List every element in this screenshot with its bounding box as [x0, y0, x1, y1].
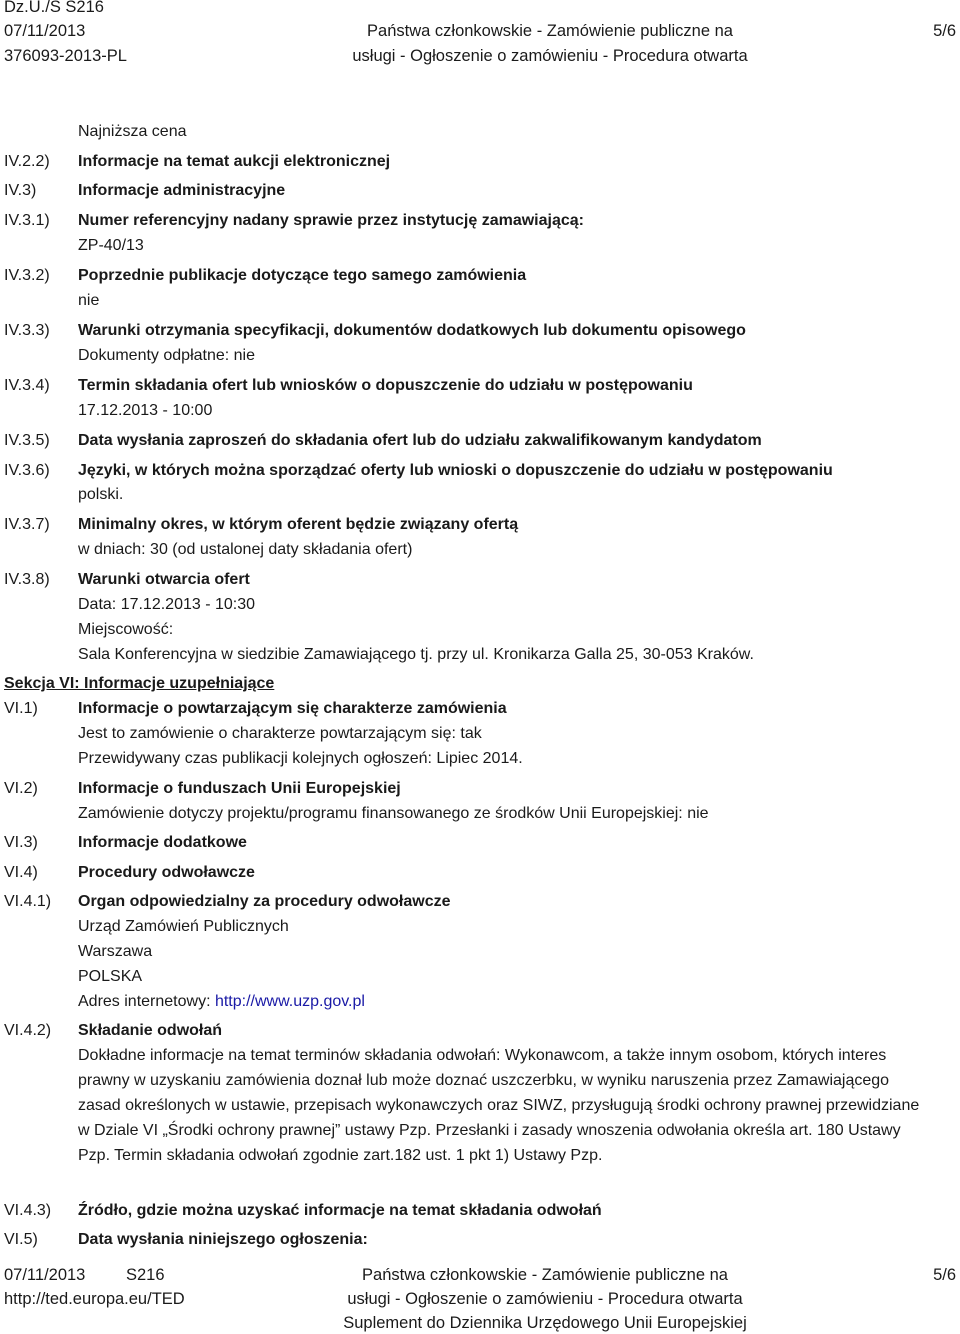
section-title: Informacje administracyjne	[78, 182, 286, 199]
section-number: IV.3.4)	[4, 377, 50, 394]
footer-date: 07/11/2013	[4, 1266, 86, 1284]
footer-supplement: Suplement do Dziennika Urzędowego Unii Europejskiej	[343, 1314, 747, 1332]
footer-title-line2: usługi - Ogłoszenie o zamówieniu - Procedura otwarta	[347, 1290, 743, 1308]
section-title: Języki, w których można sporządzać oferty lub wnioski o dopuszczenie do udziału w postępowaniu	[78, 462, 833, 479]
section-number: VI.4.1)	[4, 893, 52, 910]
web-address-line	[78, 992, 365, 1012]
section-value: Jest to zamówienie o charakterze powtarzającym się: tak	[78, 725, 482, 742]
web-address-label: Adres internetowy:	[78, 993, 215, 1010]
section-title: Informacje o funduszach Unii Europejskiej	[78, 780, 401, 797]
web-address-link[interactable]: http://www.uzp.gov.pl	[214, 993, 365, 1010]
section-title: Informacje dodatkowe	[78, 834, 247, 851]
header-doc-id: 376093-2013-PL	[4, 47, 127, 65]
section-value: Zamówienie dotyczy projektu/programu finansowanego ze środków Unii Europejskiej: nie	[78, 805, 709, 822]
section-number: VI.3)	[4, 834, 38, 851]
footer-page: 5/6	[933, 1266, 956, 1284]
section-number: VI.4)	[4, 864, 38, 881]
award-criterion: Najniższa cena	[78, 123, 187, 140]
footer-issue: S216	[126, 1266, 165, 1284]
section-number: IV.2.2)	[4, 153, 50, 170]
section-number: VI.1)	[4, 700, 38, 717]
section-title: Minimalny okres, w którym oferent będzie związany ofertą	[78, 516, 519, 533]
section-number: IV.3.3)	[4, 322, 50, 339]
footer-title-line1: Państwa członkowskie - Zamówienie publiczne na	[362, 1266, 728, 1284]
section-title: Składanie odwołań	[78, 1022, 223, 1039]
reference-number: ZP-40/13	[78, 237, 144, 254]
section-number: VI.2)	[4, 780, 38, 797]
section-number: VI.4.2)	[4, 1022, 52, 1039]
section-number: IV.3.8)	[4, 571, 50, 588]
section-title: Poprzednie publikacje dotyczące tego samego zamówienia	[78, 267, 527, 284]
section-title: Data wysłania niniejszego ogłoszenia:	[78, 1231, 368, 1248]
section-value: Przewidywany czas publikacji kolejnych ogłoszeń: Lipiec 2014.	[78, 750, 523, 767]
deadline-value: 17.12.2013 - 10:00	[78, 402, 213, 419]
section-title: Warunki otwarcia ofert	[78, 571, 250, 588]
section-title: Procedury odwoławcze	[78, 864, 255, 881]
opening-date: Data: 17.12.2013 - 10:30	[78, 596, 256, 613]
section-number: VI.4.3)	[4, 1202, 52, 1219]
section-title: Organ odpowiedzialny za procedury odwoławcze	[78, 893, 451, 910]
section-number: IV.3)	[4, 182, 37, 199]
section-title: Warunki otrzymania specyfikacji, dokumentów dodatkowych lub dokumentu opisowego	[78, 322, 746, 339]
header-title-line2: usługi - Ogłoszenie o zamówieniu - Procedura otwarta	[352, 47, 748, 65]
footer-url[interactable]: http://ted.europa.eu/TED	[4, 1290, 185, 1308]
section-title: Termin składania ofert lub wniosków o dopuszczenie do udziału w postępowaniu	[78, 377, 693, 394]
section-number: IV.3.1)	[4, 212, 50, 229]
section-number: IV.3.2)	[4, 267, 50, 284]
organization-name: Urząd Zamówień Publicznych	[78, 918, 289, 935]
section-title: Numer referencyjny nadany sprawie przez instytucję zamawiającą:	[78, 212, 584, 229]
organization-city: Warszawa	[78, 943, 153, 960]
place-label: Miejscowość:	[78, 621, 174, 638]
section-number: IV.3.7)	[4, 516, 50, 533]
section-heading: Sekcja VI: Informacje uzupełniające	[4, 675, 275, 692]
section-number: VI.5)	[4, 1231, 38, 1248]
header-page: 5/6	[933, 22, 956, 40]
header-title-line1: Państwa członkowskie - Zamówienie publiczne na	[367, 22, 733, 40]
section-value: w dniach: 30 (od ustalonej daty składania ofert)	[78, 541, 413, 558]
header-date: 07/11/2013	[4, 22, 86, 40]
section-number: IV.3.5)	[4, 432, 50, 449]
section-title: Informacje o powtarzającym się charakterze zamówienia	[78, 700, 507, 717]
opening-place: Sala Konferencyjna w siedzibie Zamawiającego tj. przy ul. Kronikarza Galla 25, 30-053 Kraków.	[78, 646, 754, 663]
section-value: nie	[78, 292, 100, 309]
section-number: IV.3.6)	[4, 462, 50, 479]
appeals-text: Dokładne informacje na temat terminów składania odwołań: Wykonawcom, a także innym osobom, których interes prawny w uzyskaniu zamówienia doznał lub może doznać uszczerbku, w wyniku naruszenia przez Zamawiającego zasad określonych w ustawie, przepisach wykonawczych oraz SIWZ, przysługują środki ochrony prawnej przewidziane w Dziale VI „Środki ochrony prawnej” ustawy Pzp. Przesłanki i zasady wnoszenia odwołania określa art. 180 Ustawy Pzp. Termin składania odwołań zgodnie zart.182 ust. 1 pkt 1) Ustawy Pzp.	[78, 1047, 920, 1164]
section-title: Data wysłania zaproszeń do składania ofert lub do udziału zakwalifikowanym kandydatom	[78, 432, 762, 449]
journal-ref: Dz.U./S S216	[4, 0, 104, 16]
section-value: Dokumenty odpłatne: nie	[78, 347, 255, 364]
section-title: Źródło, gdzie można uzyskać informacje na temat składania odwołań	[78, 1202, 602, 1219]
section-title: Informacje na temat aukcji elektronicznej	[78, 153, 391, 170]
organization-country: POLSKA	[78, 968, 143, 985]
section-value: polski.	[78, 486, 124, 503]
